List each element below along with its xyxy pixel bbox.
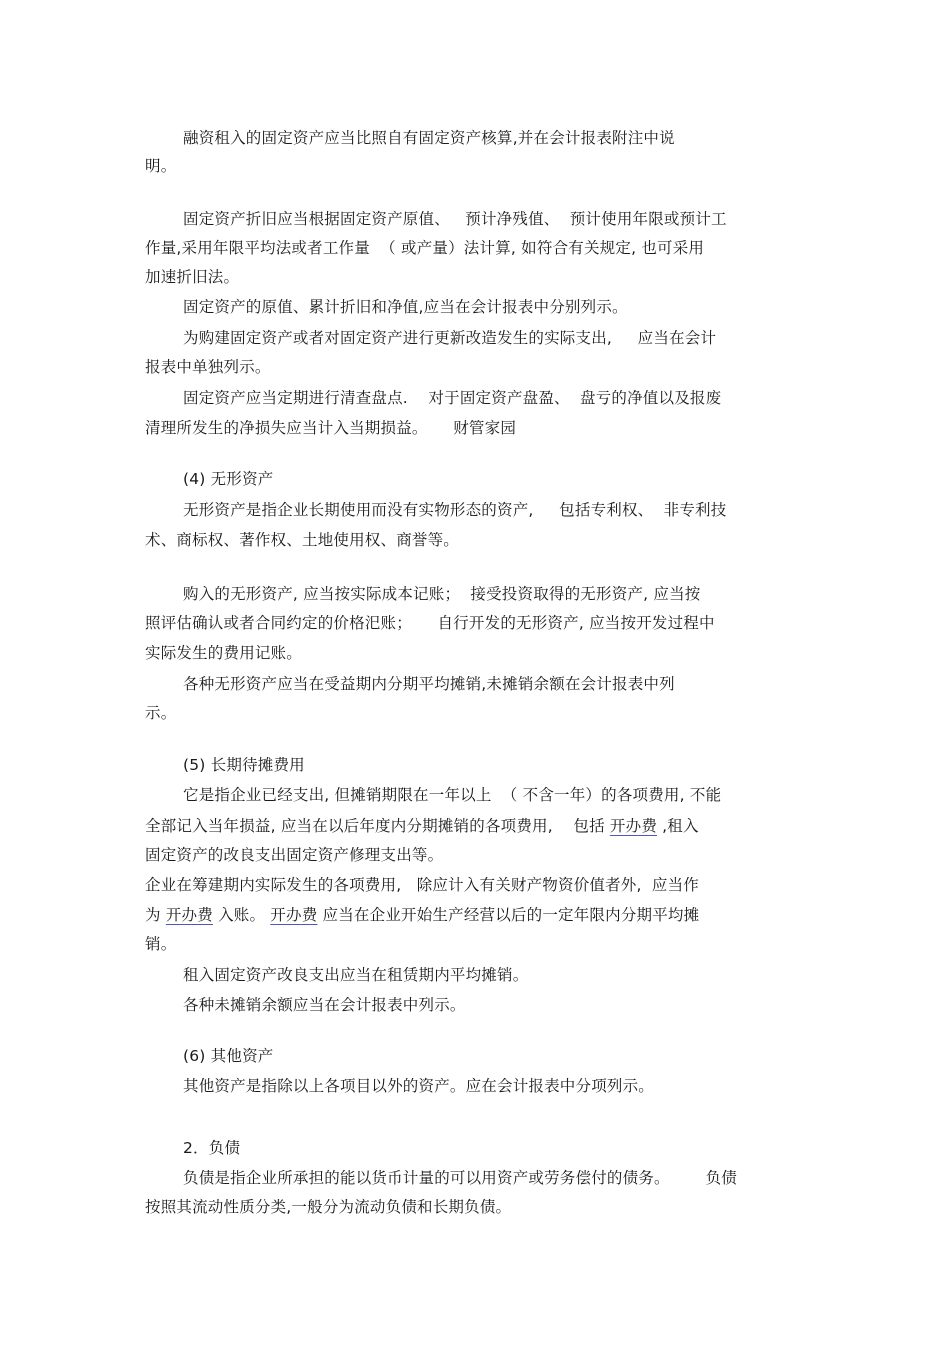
text-line: 报表中单独列示。 [145,358,271,376]
text-line: 负债是指企业所承担的能以货币计量的可以用资产或劳务偿付的债务。 负债 [183,1169,737,1187]
text-line [145,905,699,925]
text-line: 各种无形资产应当在受益期内分期平均摊销,未摊销余额在会计报表中列 [183,675,675,693]
section-heading: 2．负债 [183,1139,241,1157]
kaibanfei-link[interactable]: 开办费 [270,906,318,924]
section-heading: (6) 其他资产 [183,1047,274,1065]
text-line: 销。 [145,935,177,953]
text-line: 各种未摊销余额应当在会计报表中列示。 [183,996,466,1014]
text-line: 加速折旧法。 [145,268,240,286]
text-line: 固定资产折旧应当根据固定资产原值、 预计净残值、 预计使用年限或预计工 [183,210,727,228]
text-line: 购入的无形资产, 应当按实际成本记账； 接受投资取得的无形资产, 应当按 [183,585,701,603]
text-line: 租入固定资产改良支出应当在租赁期内平均摊销。 [183,966,529,984]
text-line: 企业在筹建期内实际发生的各项费用, 除应计入有关财产物资价值者外, 应当作 [145,876,699,894]
text-line: 为购建固定资产或者对固定资产进行更新改造发生的实际支出, 应当在会计 [183,329,717,347]
text-line: 实际发生的费用记账。 [145,644,303,662]
text-line: 固定资产的原值、累计折旧和净值,应当在会计报表中分别列示。 [183,298,628,316]
text-line: 固定资产的改良支出固定资产修理支出等。 [145,846,444,864]
text-line: 其他资产是指除以上各项目以外的资产。应在会计报表中分项列示。 [183,1077,655,1095]
text-line: 照评估确认或者合同约定的价格汜账； 自行开发的无形资产, 应当按开发过程中 [145,614,715,632]
text-line: 清理所发生的净损失应当计入当期损益。 财管家园 [145,419,517,437]
text-segment: 入账。 [212,906,271,924]
text-segment: 为 [145,906,166,924]
text-segment: ,租入 [657,817,699,835]
kaibanfei-link[interactable]: 开办费 [165,906,213,924]
text-line: 无形资产是指企业长期使用而没有实物形态的资产, 包括专利权、 非专利技 [183,501,727,519]
kaibanfei-link[interactable]: 开办费 [609,817,658,835]
text-segment: 全部记入当年损益, 应当在以后年度内分期摊销的各项费用, 包括 [145,817,610,835]
text-line: 示。 [145,704,177,722]
text-line: 它是指企业已经支出, 但摊销期限在一年以上 （ 不含一年）的各项费用, 不能 [183,786,722,804]
text-line: 按照其流动性质分类,一般分为流动负债和长期负债。 [145,1198,512,1216]
text-line: 明。 [145,157,177,175]
section-heading: (4) 无形资产 [183,470,274,488]
text-segment: 应当在企业开始生产经营以后的一定年限内分期平均摊 [317,906,700,924]
text-line [145,816,699,836]
section-heading: (5) 长期待摊费用 [183,756,305,774]
text-line: 融资租入的固定资产应当比照自有固定资产核算,并在会计报表附注中说 [183,129,675,147]
text-line: 作量,采用年限平均法或者工作量 （ 或产量）法计算, 如符合有关规定, 也可采用 [145,239,705,257]
text-line: 固定资产应当定期进行清查盘点. 对于固定资产盘盈、 盘亏的净值以及报废 [183,389,722,407]
text-line: 术、商标权、著作权、土地使用权、商誉等。 [145,531,460,549]
